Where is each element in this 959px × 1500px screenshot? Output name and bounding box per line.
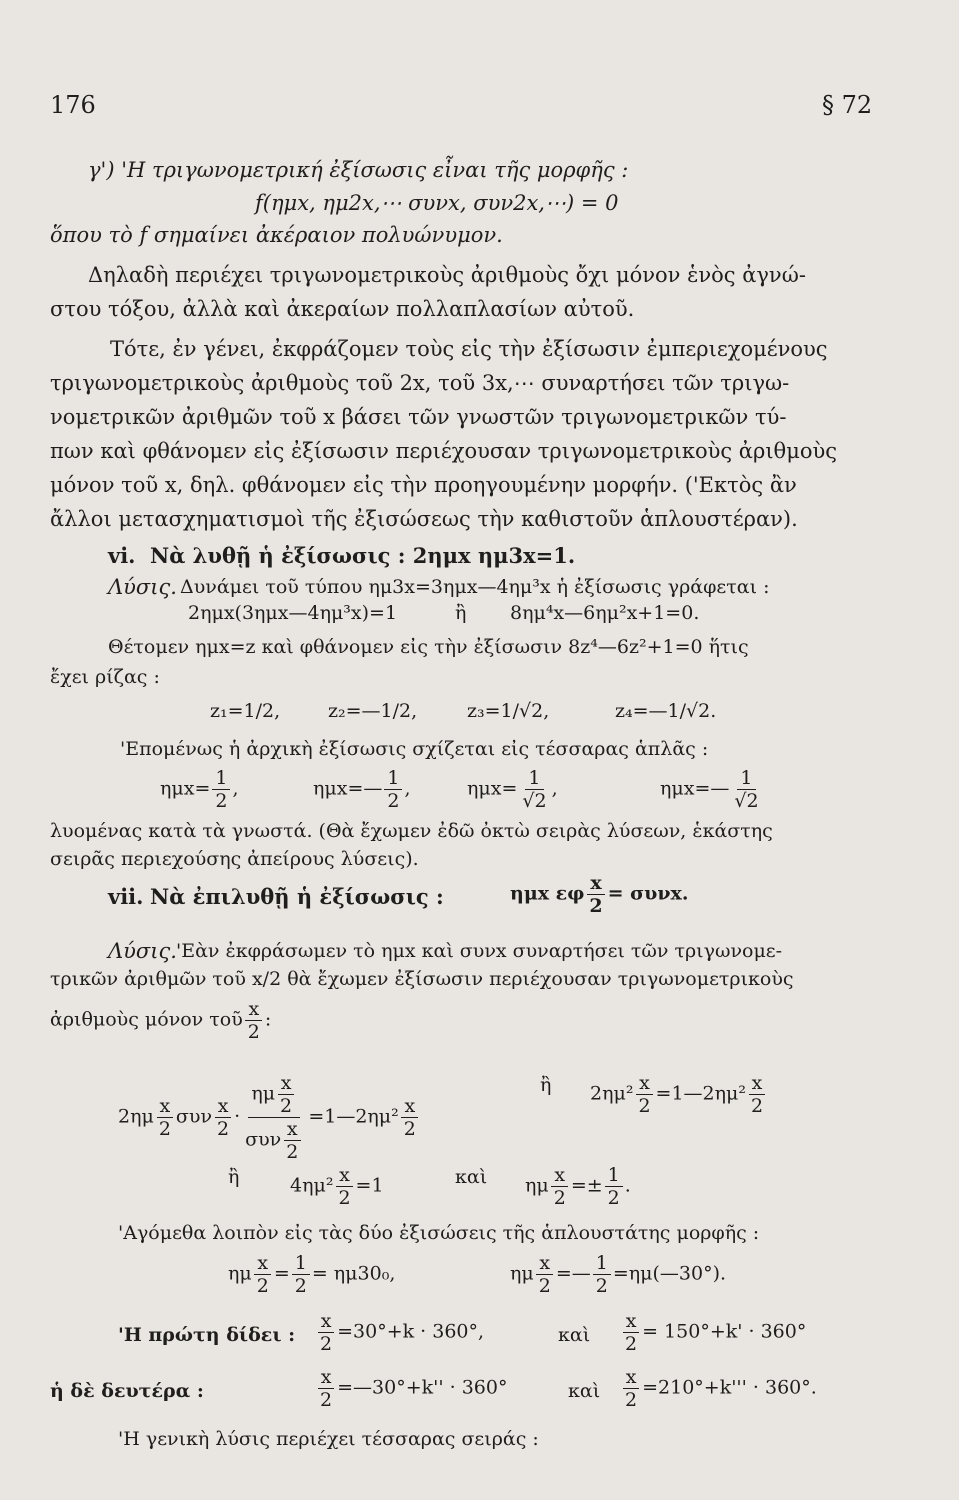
simple-equation: ημx= $\frac{1}{√2}$ , [467, 767, 558, 812]
section-number: § 72 [822, 91, 873, 119]
paragraph-line: Τότε, ἐν γένει, ἐκφράζομεν τοὺς εἰς τὴν ἐξίσωσιν ἐμπεριεχομένους [110, 337, 828, 361]
result-equation: $\frac{x}{2}$ =30°+k · 360°, [315, 1310, 484, 1355]
paragraph-line: στου τόξου, ἀλλὰ καὶ ἀκεραίων πολλαπλασίων αὐτοῦ. [50, 297, 635, 321]
derivation-equation: 2ημ² $\frac{x}{2}$ =1—2ημ² $\frac{x}{2}$ [590, 1072, 768, 1117]
root: z₃=1/√2, [467, 700, 550, 722]
solution-text: τρικῶν ἀριθμῶν τοῦ x/2 θὰ ἔχωμεν ἐξίσωσιν περιέχουσαν τριγωνομετρικοὺς [50, 968, 794, 990]
equation: 2ημx(3ημx—4ημ³x)=1 [188, 602, 398, 624]
first-label: 'Η πρώτη δίδει : [118, 1324, 296, 1346]
derivation-equation: 4ημ² $\frac{x}{2}$ =1 [290, 1164, 384, 1209]
paragraph-line: τριγωνομετρικοὺς ἀριθμοὺς τοῦ 2x, τοῦ 3x,⋯ συναρτήσει τῶν τριγω- [50, 371, 790, 395]
second-label: ἡ δὲ δευτέρα : [50, 1380, 204, 1402]
case-c-note: ὅπου τὸ f σημαίνει ἀκέραιον πολυώνυμον. [50, 223, 503, 247]
case-c-formula: f(ημx, ημ2x,⋯ συνx, συν2x,⋯) = 0 [255, 191, 619, 215]
simple-equation: ημx=— $\frac{1}{√2}$ [660, 767, 759, 812]
or-word: ἢ [228, 1166, 240, 1188]
text-line: 'Αγόμεθα λοιπὸν εἰς τὰς δύο ἐξισώσεις τῆς ἁπλουστάτης μορφῆς : [118, 1222, 760, 1244]
and-word: καὶ [568, 1380, 601, 1402]
text-line: σειρᾶς περιεχούσης ἀπείρους λύσεις). [50, 848, 419, 870]
text-line: Θέτομεν ημx=z καὶ φθάνομεν εἰς τὴν ἐξίσωσιν 8z⁴—6z²+1=0 ἥτις [108, 636, 749, 658]
or-word: ἢ [540, 1074, 552, 1096]
exercise-6-label: vi. [108, 543, 136, 568]
page-number: 176 [50, 91, 96, 119]
solution-text: Δυνάμει τοῦ τύπου ημ3x=3ημx—4ημ³x ἡ ἐξίσωσις γράφεται : [180, 576, 770, 598]
simple-equation: ημx=— $\frac{1}{2}$ , [313, 767, 411, 812]
text-line: 'Επομένως ἡ ἀρχικὴ ἐξίσωσις σχίζεται εἰς τέσσαρας ἁπλᾶς : [120, 738, 709, 760]
and-word: καὶ [455, 1166, 488, 1188]
text-line: 'Η γενικὴ λύσις περιέχει τέσσαρας σειράς : [118, 1428, 539, 1450]
result-equation: $\frac{x}{2}$ =—30°+k'' · 360° [315, 1366, 507, 1411]
derivation-equation: ημ $\frac{x}{2}$ =± $\frac{1}{2}$ . [525, 1164, 631, 1209]
case-c-title: γ') 'Η τριγωνομετρική ἐξίσωσις εἶναι τῆς μορφῆς : [88, 158, 629, 182]
or-word: ἢ [455, 602, 467, 624]
text-line: λυομένας κατὰ τὰ γνωστά. (Θὰ ἔχωμεν ἐδῶ ὀκτὼ σειρὰς λύσεων, ἑκάστης [50, 820, 773, 842]
text-line: ἔχει ρίζας : [50, 666, 160, 688]
solution-label: Λύσις. [108, 939, 177, 963]
root: z₁=1/2, [210, 700, 281, 722]
solution-label: Λύσις. [108, 575, 177, 599]
root: z₄=—1/√2. [615, 700, 717, 722]
root: z₂=—1/2, [328, 700, 418, 722]
equation: 8ημ⁴x—6ημ²x+1=0. [510, 602, 700, 624]
solution-text: 'Εὰν ἐκφράσωμεν τὸ ημx καὶ συνx συναρτήσει τῶν τριγωνομε- [176, 940, 783, 962]
exercise-6-statement: Νὰ λυθῇ ἡ ἐξίσωσις : 2ημx ημ3x=1. [150, 543, 576, 568]
simple-equation: ημ $\frac{x}{2}$ =— $\frac{1}{2}$ =ημ(—30°). [510, 1252, 727, 1297]
paragraph-line: πων καὶ φθάνομεν εἰς ἐξίσωσιν περιέχουσαν τριγωνομετρικοὺς ἀριθμοὺς [50, 439, 838, 463]
paragraph-line: ἄλλοι μετασχηματισμοὶ τῆς ἐξισώσεως τὴν καθιστοῦν ἁπλουστέραν). [50, 507, 798, 531]
paragraph-line: μόνον τοῦ x, δηλ. φθάνομεν εἰς τὴν προηγουμένην μορφήν. ('Εκτὸς ἂν [50, 473, 797, 497]
simple-equation: ημx= $\frac{1}{2}$ , [160, 767, 239, 812]
paragraph-line: νομετρικῶν ἀριθμῶν τοῦ x βάσει τῶν γνωστῶν τριγωνομετρικῶν τύ- [50, 405, 787, 429]
solution-text: ἀριθμοὺς μόνον τοῦ $\frac{x}{2}$ : [50, 998, 272, 1043]
exercise-7-label: vii. [108, 884, 144, 909]
simple-equation: ημ $\frac{x}{2}$ = $\frac{1}{2}$ = ημ30₀, [228, 1252, 396, 1297]
exercise-7-equation: ημx εφ $\frac{x}{2}$ = συνx. [510, 872, 689, 917]
exercise-7-statement: Νὰ ἐπιλυθῇ ἡ ἐξίσωσις : [150, 884, 444, 909]
and-word: καὶ [558, 1324, 591, 1346]
result-equation: $\frac{x}{2}$ =210°+k''' · 360°. [620, 1366, 817, 1411]
derivation-equation: 2ημ $\frac{x}{2}$ συν $\frac{x}{2}$ · ημ $\frac{x}{2}$ συν $\frac{x}{2}$ =1—2ημ² $\frac{x}{2}$ [118, 1072, 421, 1163]
paragraph-line: Δηλαδὴ περιέχει τριγωνομετρικοὺς ἀριθμοὺς ὄχι μόνον ἑνὸς ἀγνώ- [88, 263, 806, 287]
result-equation: $\frac{x}{2}$ = 150°+k' · 360° [620, 1310, 806, 1355]
